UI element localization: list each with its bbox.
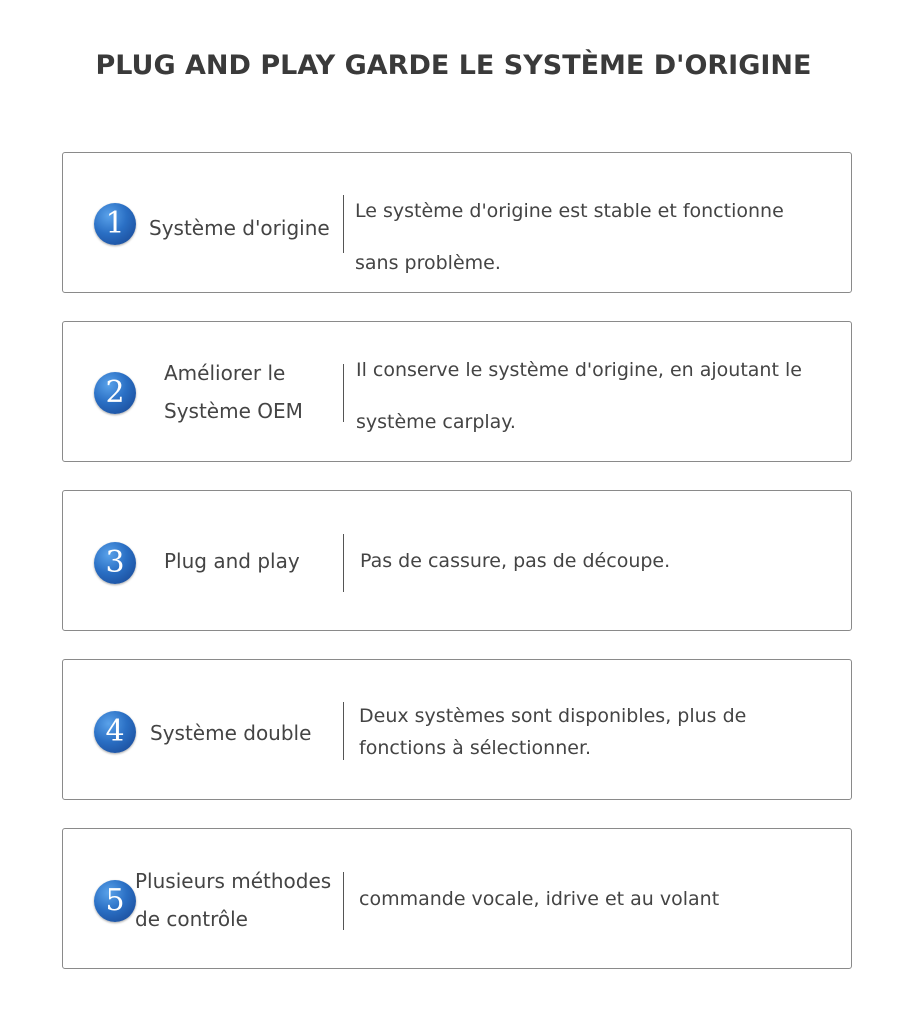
feature-description-4	[359, 700, 746, 764]
description-line: Il conserve le système d'origine, en ajoutant le	[356, 359, 802, 381]
feature-name-line: Système OEM	[164, 399, 303, 423]
feature-card-1	[62, 152, 852, 293]
feature-description-1	[355, 185, 784, 289]
feature-description-3	[360, 537, 670, 585]
feature-name-line: Plug and play	[164, 549, 300, 573]
divider	[343, 534, 344, 592]
feature-name-4	[150, 714, 311, 752]
feature-description-2	[356, 344, 802, 448]
description-line: sans problème.	[355, 252, 501, 274]
feature-card-3	[62, 490, 852, 631]
description-line: Pas de cassure, pas de découpe.	[360, 550, 671, 572]
divider	[343, 872, 344, 930]
feature-name-line: Plusieurs méthodes	[135, 869, 332, 893]
description-line: fonctions à sélectionner.	[359, 737, 592, 759]
feature-name-1	[149, 209, 330, 247]
feature-name-line: Système double	[150, 721, 312, 745]
feature-card-4	[62, 659, 852, 800]
divider	[343, 195, 344, 253]
feature-name-line: Améliorer le	[164, 361, 286, 385]
feature-name-line: Système d'origine	[149, 216, 330, 240]
divider	[343, 364, 344, 422]
feature-name-2	[164, 354, 303, 430]
feature-description-5	[359, 875, 719, 923]
number-badge-1: 1	[94, 203, 136, 245]
number-badge-4: 4	[94, 711, 136, 753]
description-line: commande vocale, idrive et au volant	[359, 888, 720, 910]
description-line: Le système d'origine est stable et fonctionne	[355, 200, 784, 222]
page-title: PLUG AND PLAY GARDE LE SYSTÈME D'ORIGINE	[95, 50, 812, 81]
feature-name-3	[164, 542, 300, 580]
feature-card-2	[62, 321, 852, 462]
number-badge-5: 5	[94, 880, 136, 922]
number-badge-2: 2	[94, 372, 136, 414]
divider	[343, 702, 344, 760]
feature-name-5	[135, 862, 331, 938]
description-line: système carplay.	[356, 411, 516, 433]
feature-name-line: de contrôle	[135, 907, 248, 931]
number-badge-3: 3	[94, 542, 136, 584]
description-line: Deux systèmes sont disponibles, plus de	[359, 705, 747, 727]
feature-card-5	[62, 828, 852, 969]
